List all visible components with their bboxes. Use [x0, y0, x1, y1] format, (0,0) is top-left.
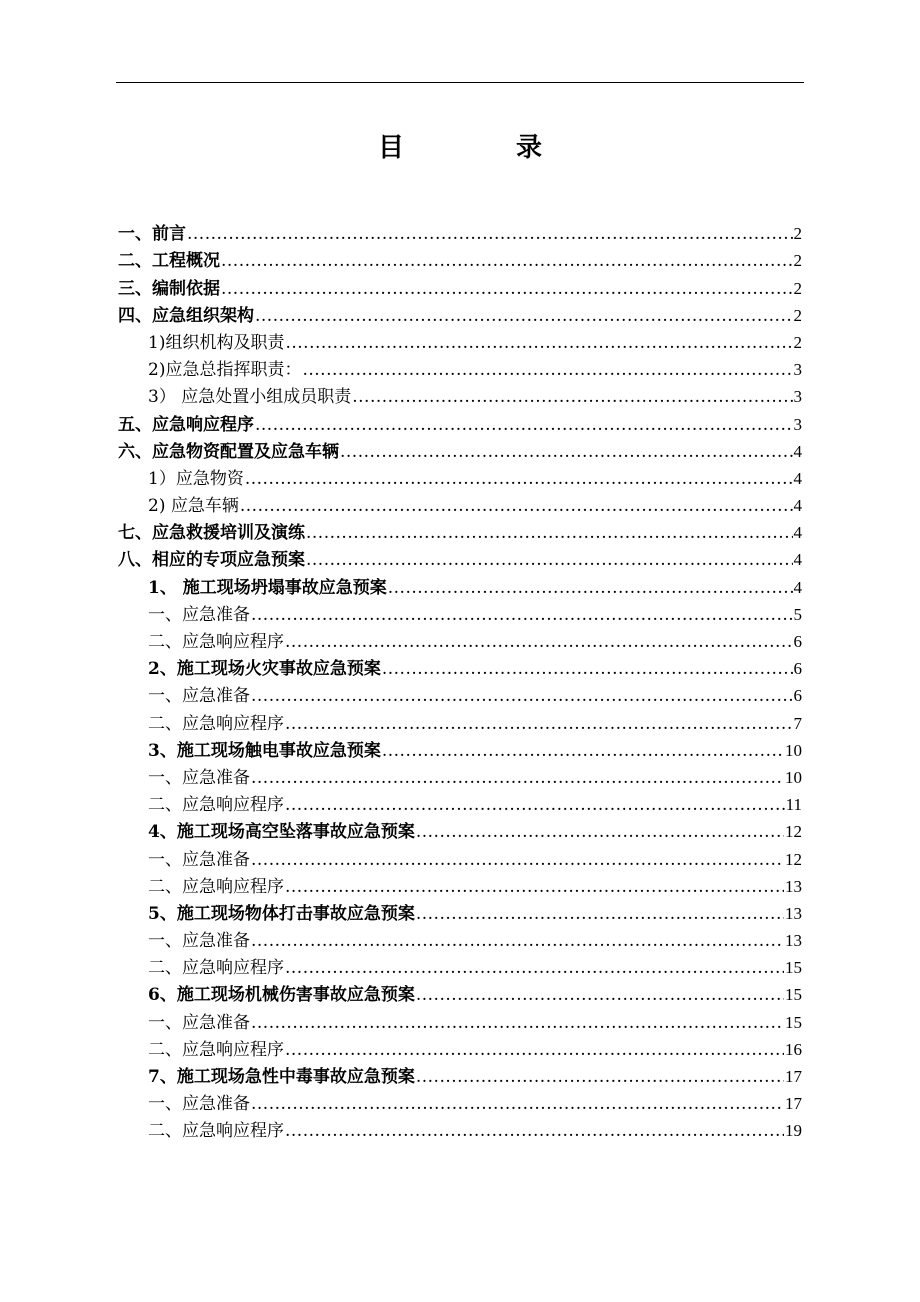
toc-entry-page-number: 4	[793, 523, 802, 543]
toc-dot-leader	[240, 495, 793, 517]
page-title	[0, 130, 920, 170]
toc-entry-page-number: 7	[793, 713, 802, 733]
toc-entry-page-number: 12	[785, 822, 802, 842]
toc-entry[interactable]	[118, 599, 802, 626]
toc-entry[interactable]	[118, 979, 802, 1006]
toc-dot-leader	[285, 1039, 784, 1061]
toc-entry-page-number: 17	[785, 1067, 802, 1086]
toc-entry-page-number: 15	[785, 1012, 802, 1032]
toc-entry[interactable]	[118, 517, 802, 544]
toc-entry[interactable]	[118, 1115, 802, 1142]
toc-entry-page-number: 13	[785, 903, 802, 923]
table-of-contents	[118, 218, 802, 1142]
toc-entry[interactable]	[118, 707, 802, 734]
toc-entry-page-number: 2	[793, 332, 802, 352]
toc-entry-label: 6、施工现场机械伤害事故应急预案	[148, 985, 415, 1006]
toc-entry-page-number: 2	[793, 224, 802, 244]
toc-dot-leader	[416, 984, 784, 1006]
toc-entry-label: 一、前言	[118, 224, 186, 245]
toc-entry-label: 二、应急响应程序	[148, 1121, 284, 1142]
toc-entry-page-number: 6	[793, 632, 802, 651]
toc-entry-label: 二、工程概况	[118, 251, 220, 272]
toc-entry[interactable]	[118, 354, 802, 381]
toc-entry-page-number: 6	[793, 659, 802, 679]
toc-entry[interactable]	[118, 1088, 802, 1115]
toc-dot-leader	[416, 1066, 784, 1088]
toc-entry-page-number: 19	[785, 1121, 802, 1141]
toc-entry-page-number: 2	[793, 305, 802, 325]
toc-entry-page-number: 13	[785, 876, 802, 896]
toc-dot-leader	[251, 930, 784, 952]
toc-entry-label: 二、应急响应程序	[148, 958, 284, 979]
toc-dot-leader	[221, 278, 793, 300]
toc-entry[interactable]	[118, 571, 802, 598]
toc-entry-page-number: 2	[793, 251, 802, 271]
toc-entry[interactable]	[118, 925, 802, 952]
toc-dot-leader	[382, 658, 793, 680]
toc-entry[interactable]	[118, 680, 802, 707]
toc-entry[interactable]	[118, 843, 802, 870]
toc-entry-label: 5、施工现场物体打击事故应急预案	[148, 903, 415, 924]
toc-entry-label: 七、应急救援培训及演练	[118, 523, 305, 544]
toc-entry-page-number: 15	[785, 985, 802, 1005]
toc-dot-leader	[285, 332, 792, 354]
toc-entry[interactable]	[118, 218, 802, 245]
toc-entry-label: 1、 施工现场坍塌事故应急预案	[148, 577, 387, 598]
toc-entry-label: 一、应急准备	[148, 849, 250, 870]
toc-entry[interactable]	[118, 436, 802, 463]
toc-entry[interactable]	[118, 952, 802, 979]
toc-entry-label: 一、应急准备	[148, 1094, 250, 1115]
toc-entry-page-number: 4	[793, 441, 802, 461]
toc-entry-page-number: 16	[785, 1039, 802, 1059]
toc-dot-leader	[388, 577, 793, 599]
toc-entry[interactable]	[118, 408, 802, 435]
toc-entry-label: 3、施工现场触电事故应急预案	[148, 740, 381, 761]
toc-dot-leader	[251, 604, 793, 626]
toc-entry[interactable]	[118, 544, 802, 571]
toc-dot-leader	[416, 903, 784, 925]
toc-dot-leader	[251, 685, 793, 707]
toc-dot-leader	[221, 250, 793, 272]
toc-entry-label: 一、应急准备	[148, 931, 250, 952]
toc-entry-label: 五、应急响应程序	[118, 414, 254, 435]
toc-entry-page-number: 15	[785, 958, 802, 978]
toc-entry[interactable]	[118, 626, 802, 653]
toc-dot-leader	[340, 441, 793, 463]
toc-entry-label: 3） 应急处置小组成员职责	[148, 387, 352, 408]
toc-dot-leader	[416, 821, 784, 843]
toc-entry-page-number: 4	[793, 496, 802, 516]
toc-dot-leader	[245, 468, 793, 490]
title-char-2: 录	[516, 133, 543, 163]
toc-entry-page-number: 4	[793, 550, 802, 570]
toc-entry-label: 2) 应急车辆	[148, 496, 239, 517]
toc-dot-leader	[251, 1093, 784, 1115]
toc-entry[interactable]	[118, 816, 802, 843]
toc-dot-leader	[285, 631, 793, 653]
toc-dot-leader	[251, 849, 784, 871]
toc-dot-leader	[302, 359, 792, 381]
toc-dot-leader	[285, 957, 784, 979]
toc-entry-page-number: 2	[793, 278, 802, 298]
toc-entry[interactable]	[118, 1034, 802, 1061]
toc-entry[interactable]	[118, 1061, 802, 1088]
toc-entry-label: 1)组织机构及职责	[148, 332, 285, 353]
toc-entry-page-number: 3	[793, 414, 802, 434]
toc-dot-leader	[255, 414, 793, 436]
toc-entry-label: 2)应急总指挥职责：	[148, 360, 302, 381]
toc-entry-label: 一、应急准备	[148, 604, 250, 625]
toc-entry-page-number: 4	[793, 577, 802, 597]
toc-entry-page-number: 11	[785, 795, 802, 815]
toc-entry[interactable]	[118, 300, 802, 327]
toc-entry-label: 一、应急准备	[148, 767, 250, 788]
toc-entry[interactable]	[118, 898, 802, 925]
toc-entry[interactable]	[118, 245, 802, 272]
toc-entry-label: 八、相应的专项应急预案	[118, 550, 305, 571]
toc-entry[interactable]	[118, 762, 802, 789]
toc-entry-page-number: 4	[793, 468, 802, 488]
toc-entry[interactable]	[118, 381, 802, 408]
toc-entry[interactable]	[118, 871, 802, 898]
toc-entry-page-number: 3	[793, 360, 802, 380]
toc-entry-label: 4、施工现场高空坠落事故应急预案	[148, 822, 415, 843]
title-char-1: 目	[378, 133, 405, 163]
toc-entry-page-number: 17	[785, 1094, 802, 1114]
toc-dot-leader	[285, 794, 785, 816]
toc-entry-label: 二、应急响应程序	[148, 1039, 284, 1060]
toc-entry-page-number: 13	[785, 931, 802, 951]
toc-entry-label: 二、应急响应程序	[148, 876, 284, 897]
toc-dot-leader	[285, 1120, 784, 1142]
toc-entry[interactable]	[118, 789, 802, 816]
toc-entry-label: 二、应急响应程序	[148, 713, 284, 734]
toc-entry[interactable]	[118, 272, 802, 299]
toc-entry-label: 三、编制依据	[118, 278, 220, 299]
toc-dot-leader	[352, 386, 792, 408]
toc-dot-leader	[306, 522, 793, 544]
toc-dot-leader	[255, 305, 793, 327]
toc-entry-label: 六、应急物资配置及应急车辆	[118, 441, 339, 462]
toc-entry-label: 一、应急准备	[148, 686, 250, 707]
toc-entry-label: 四、应急组织架构	[118, 305, 254, 326]
toc-dot-leader	[251, 767, 784, 789]
toc-entry-page-number: 12	[785, 849, 802, 869]
toc-entry[interactable]	[118, 653, 802, 680]
toc-entry-label: 一、应急准备	[148, 1012, 250, 1033]
toc-entry[interactable]	[118, 735, 802, 762]
toc-dot-leader	[251, 1012, 784, 1034]
toc-dot-leader	[382, 740, 784, 762]
toc-entry[interactable]	[118, 490, 802, 517]
toc-entry-label: 1）应急物资	[148, 468, 244, 489]
toc-entry[interactable]	[118, 463, 802, 490]
toc-entry-label: 二、应急响应程序	[148, 795, 284, 816]
toc-dot-leader	[285, 876, 784, 898]
toc-entry[interactable]	[118, 327, 802, 354]
toc-entry-label: 7、施工现场急性中毒事故应急预案	[148, 1067, 415, 1087]
header-rule	[116, 82, 804, 83]
toc-entry-page-number: 3	[793, 387, 802, 407]
toc-dot-leader	[187, 223, 793, 245]
toc-dot-leader	[306, 549, 793, 571]
toc-entry-page-number: 10	[785, 767, 802, 787]
toc-entry-page-number: 6	[793, 686, 802, 706]
toc-entry-label: 二、应急响应程序	[148, 632, 284, 652]
toc-entry-label: 2、施工现场火灾事故应急预案	[148, 659, 381, 680]
toc-dot-leader	[285, 713, 793, 735]
toc-entry[interactable]	[118, 1006, 802, 1033]
toc-entry-page-number: 10	[785, 740, 802, 760]
toc-entry-page-number: 5	[793, 604, 802, 624]
